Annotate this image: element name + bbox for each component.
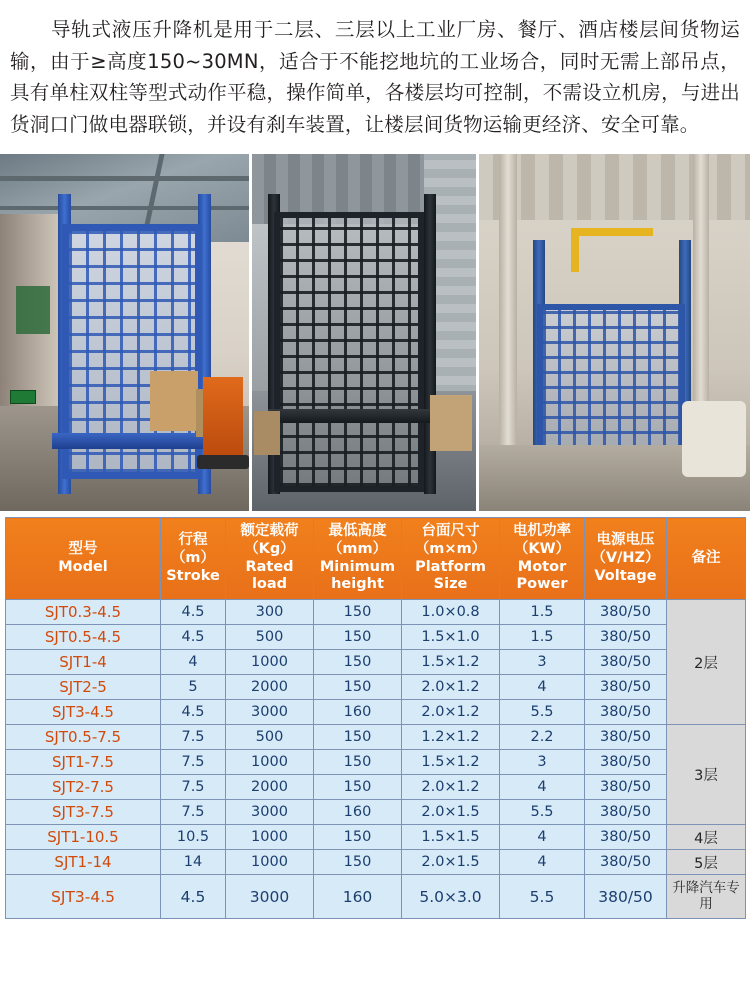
cell-power: 3: [500, 750, 585, 775]
header-motor-power-en: Motor Power: [516, 558, 568, 593]
cell-load: 1000: [226, 850, 314, 875]
cell-power: 4: [500, 825, 585, 850]
header-remark: [667, 518, 746, 600]
intro-text: 导轨式液压升降机是用于二层、三层以上工业厂房、餐厅、酒店楼层间货物运输，由于≥高度150~30MN，适合于不能挖地坑的工业场合，同时无需上部吊点，具有单柱双柱等型式动作平稳，操作简单，各楼层均可控制，不需设立机房，与进出货洞口门做电器联锁，并设有刹车装置，让楼层间货物运输更经济、安全可靠。: [10, 18, 740, 136]
photo1-carton: [150, 371, 198, 431]
cell-height: 150: [314, 725, 402, 750]
photo3-white-bag: [682, 401, 746, 477]
table-row: [6, 675, 746, 700]
header-voltage-cn: 电源电压: [596, 532, 655, 549]
header-minimum-height-unit: （mm）: [327, 541, 388, 557]
table-row: [6, 600, 746, 625]
cell-load: 2000: [226, 675, 314, 700]
table-row: [6, 725, 746, 750]
table-row: [6, 800, 746, 825]
cell-power: 3: [500, 650, 585, 675]
cell-height: 150: [314, 775, 402, 800]
header-stroke: [161, 518, 226, 600]
table-row: [6, 775, 746, 800]
photo3-yellow-rail: [571, 228, 653, 236]
table-row: [6, 850, 746, 875]
photo2-carton: [254, 411, 280, 455]
header-stroke-cn: 行程: [178, 532, 208, 549]
header-minimum-height: [314, 518, 402, 600]
cell-load: 1000: [226, 750, 314, 775]
cell-height: 150: [314, 675, 402, 700]
cell-size: 2.0×1.2: [402, 700, 500, 725]
cell-model: SJT0.5-4.5: [6, 625, 161, 650]
cell-voltage: 380/50: [585, 650, 667, 675]
cell-model: SJT2-5: [6, 675, 161, 700]
cell-model: SJT3-4.5: [6, 875, 161, 919]
table-row: [6, 650, 746, 675]
cell-height: 150: [314, 650, 402, 675]
cell-voltage: 380/50: [585, 800, 667, 825]
cell-height: 160: [314, 875, 402, 919]
cell-stroke: 4: [161, 650, 226, 675]
cell-power: 1.5: [500, 600, 585, 625]
cell-voltage: 380/50: [585, 700, 667, 725]
cell-voltage: 380/50: [585, 600, 667, 625]
cell-stroke: 7.5: [161, 750, 226, 775]
cell-size: 2.0×1.2: [402, 775, 500, 800]
cell-power: 5.5: [500, 800, 585, 825]
cell-load: 1000: [226, 650, 314, 675]
cell-height: 160: [314, 800, 402, 825]
spec-table-body: [6, 600, 746, 919]
table-header-row: [6, 518, 746, 600]
header-motor-power: [500, 518, 585, 600]
cell-size: 1.5×1.2: [402, 650, 500, 675]
table-row: [6, 825, 746, 850]
cell-voltage: 380/50: [585, 875, 667, 919]
cell-model: SJT1-4: [6, 650, 161, 675]
header-voltage-en: Voltage: [594, 567, 657, 584]
cell-voltage: 380/50: [585, 750, 667, 775]
cell-load: 300: [226, 600, 314, 625]
cell-remark-2-floors: 2层: [667, 600, 746, 725]
cell-model: SJT0.3-4.5: [6, 600, 161, 625]
cell-model: SJT3-7.5: [6, 800, 161, 825]
cell-stroke: 4.5: [161, 625, 226, 650]
photo1-forklift: [203, 377, 243, 463]
header-rated-load-en: Rated load: [245, 558, 294, 593]
cell-size: 2.0×1.5: [402, 850, 500, 875]
cell-stroke: 4.5: [161, 700, 226, 725]
cell-stroke: 10.5: [161, 825, 226, 850]
photo3-yellow-post: [571, 228, 579, 272]
cell-height: 150: [314, 850, 402, 875]
cell-remark-5-floors: 5层: [667, 850, 746, 875]
cell-load: 1000: [226, 825, 314, 850]
cell-size: 1.0×0.8: [402, 600, 500, 625]
cell-power: 5.5: [500, 700, 585, 725]
photo3-ceiling: [479, 154, 750, 220]
photo1-platform: [52, 433, 217, 449]
header-platform-size-unit: （m×m）: [414, 541, 487, 557]
cell-height: 150: [314, 825, 402, 850]
header-motor-power-unit: （KW）: [513, 541, 571, 557]
cell-load: 500: [226, 725, 314, 750]
cell-size: 5.0×3.0: [402, 875, 500, 919]
cell-power: 2.2: [500, 725, 585, 750]
cell-power: 4: [500, 775, 585, 800]
cell-power: 4: [500, 675, 585, 700]
cell-power: 1.5: [500, 625, 585, 650]
cell-stroke: 4.5: [161, 600, 226, 625]
product-photo-strip: [0, 154, 750, 511]
header-motor-power-cn: 电机功率: [513, 523, 571, 540]
header-remark-cn: 备注: [691, 549, 721, 566]
header-minimum-height-cn: 最低高度: [328, 523, 387, 540]
cell-stroke: 7.5: [161, 775, 226, 800]
photo-blue-rail-lift-warehouse: [479, 154, 750, 511]
table-row: [6, 750, 746, 775]
photo-dark-rail-lift-double-mast: [252, 154, 476, 511]
photo1-beam: [0, 206, 249, 210]
photo1-beam: [0, 176, 249, 181]
cell-stroke: 5: [161, 675, 226, 700]
header-model: [6, 518, 161, 600]
header-rated-load-cn: 额定载荷: [240, 523, 299, 540]
spec-table: [5, 517, 746, 919]
header-platform-size: [402, 518, 500, 600]
cell-remark-3-floors: 3层: [667, 725, 746, 825]
cell-size: 1.5×1.5: [402, 825, 500, 850]
cell-voltage: 380/50: [585, 775, 667, 800]
cell-size: 1.2×1.2: [402, 725, 500, 750]
cell-stroke: 7.5: [161, 725, 226, 750]
cell-size: 2.0×1.5: [402, 800, 500, 825]
cell-stroke: 14: [161, 850, 226, 875]
cell-size: 2.0×1.2: [402, 675, 500, 700]
cell-load: 500: [226, 625, 314, 650]
cell-height: 160: [314, 700, 402, 725]
cell-voltage: 380/50: [585, 675, 667, 700]
cell-voltage: 380/50: [585, 725, 667, 750]
photo1-green-panel: [16, 286, 50, 334]
cell-power: 4: [500, 850, 585, 875]
cell-model: SJT1-7.5: [6, 750, 161, 775]
cell-load: 3000: [226, 875, 314, 919]
header-stroke-en: Stroke: [166, 567, 220, 584]
photo2-carton: [430, 395, 472, 451]
table-row: [6, 625, 746, 650]
cell-size: 1.5×1.2: [402, 750, 500, 775]
header-platform-size-en: Platform Size: [415, 558, 486, 593]
photo-blue-rail-lift-in-workshop: [0, 154, 249, 511]
cell-height: 150: [314, 750, 402, 775]
table-row: [6, 700, 746, 725]
cell-remark-4-floors: 4层: [667, 825, 746, 850]
photo1-exit-sign: [10, 390, 36, 404]
cell-load: 2000: [226, 775, 314, 800]
header-rated-load: [226, 518, 314, 600]
cell-model: SJT3-4.5: [6, 700, 161, 725]
header-platform-size-cn: 台面尺寸: [421, 523, 480, 540]
header-minimum-height-en: Minimum height: [319, 558, 396, 593]
cell-load: 3000: [226, 800, 314, 825]
photo2-platform: [268, 409, 438, 423]
cell-remark-car-lift: 升降汽车专用: [667, 875, 746, 919]
intro-paragraph: [0, 0, 750, 150]
header-voltage-unit: （V/HZ）: [591, 549, 660, 566]
cell-load: 3000: [226, 700, 314, 725]
header-stroke-unit: （m）: [170, 549, 216, 566]
table-row: [6, 875, 746, 919]
cell-size: 1.5×1.0: [402, 625, 500, 650]
cell-stroke: 4.5: [161, 875, 226, 919]
cell-height: 150: [314, 600, 402, 625]
cell-voltage: 380/50: [585, 850, 667, 875]
header-model-en: Model: [58, 558, 108, 575]
cell-model: SJT1-10.5: [6, 825, 161, 850]
header-voltage: [585, 518, 667, 600]
header-model-cn: 型号: [68, 541, 98, 557]
cell-stroke: 7.5: [161, 800, 226, 825]
cell-model: SJT2-7.5: [6, 775, 161, 800]
cell-model: SJT1-14: [6, 850, 161, 875]
header-rated-load-unit: （Kg）: [244, 541, 295, 557]
cell-model: SJT0.5-7.5: [6, 725, 161, 750]
cell-power: 5.5: [500, 875, 585, 919]
cell-voltage: 380/50: [585, 625, 667, 650]
cell-voltage: 380/50: [585, 825, 667, 850]
cell-height: 150: [314, 625, 402, 650]
spec-table-wrapper: [0, 511, 750, 919]
photo2-cage: [274, 212, 424, 492]
